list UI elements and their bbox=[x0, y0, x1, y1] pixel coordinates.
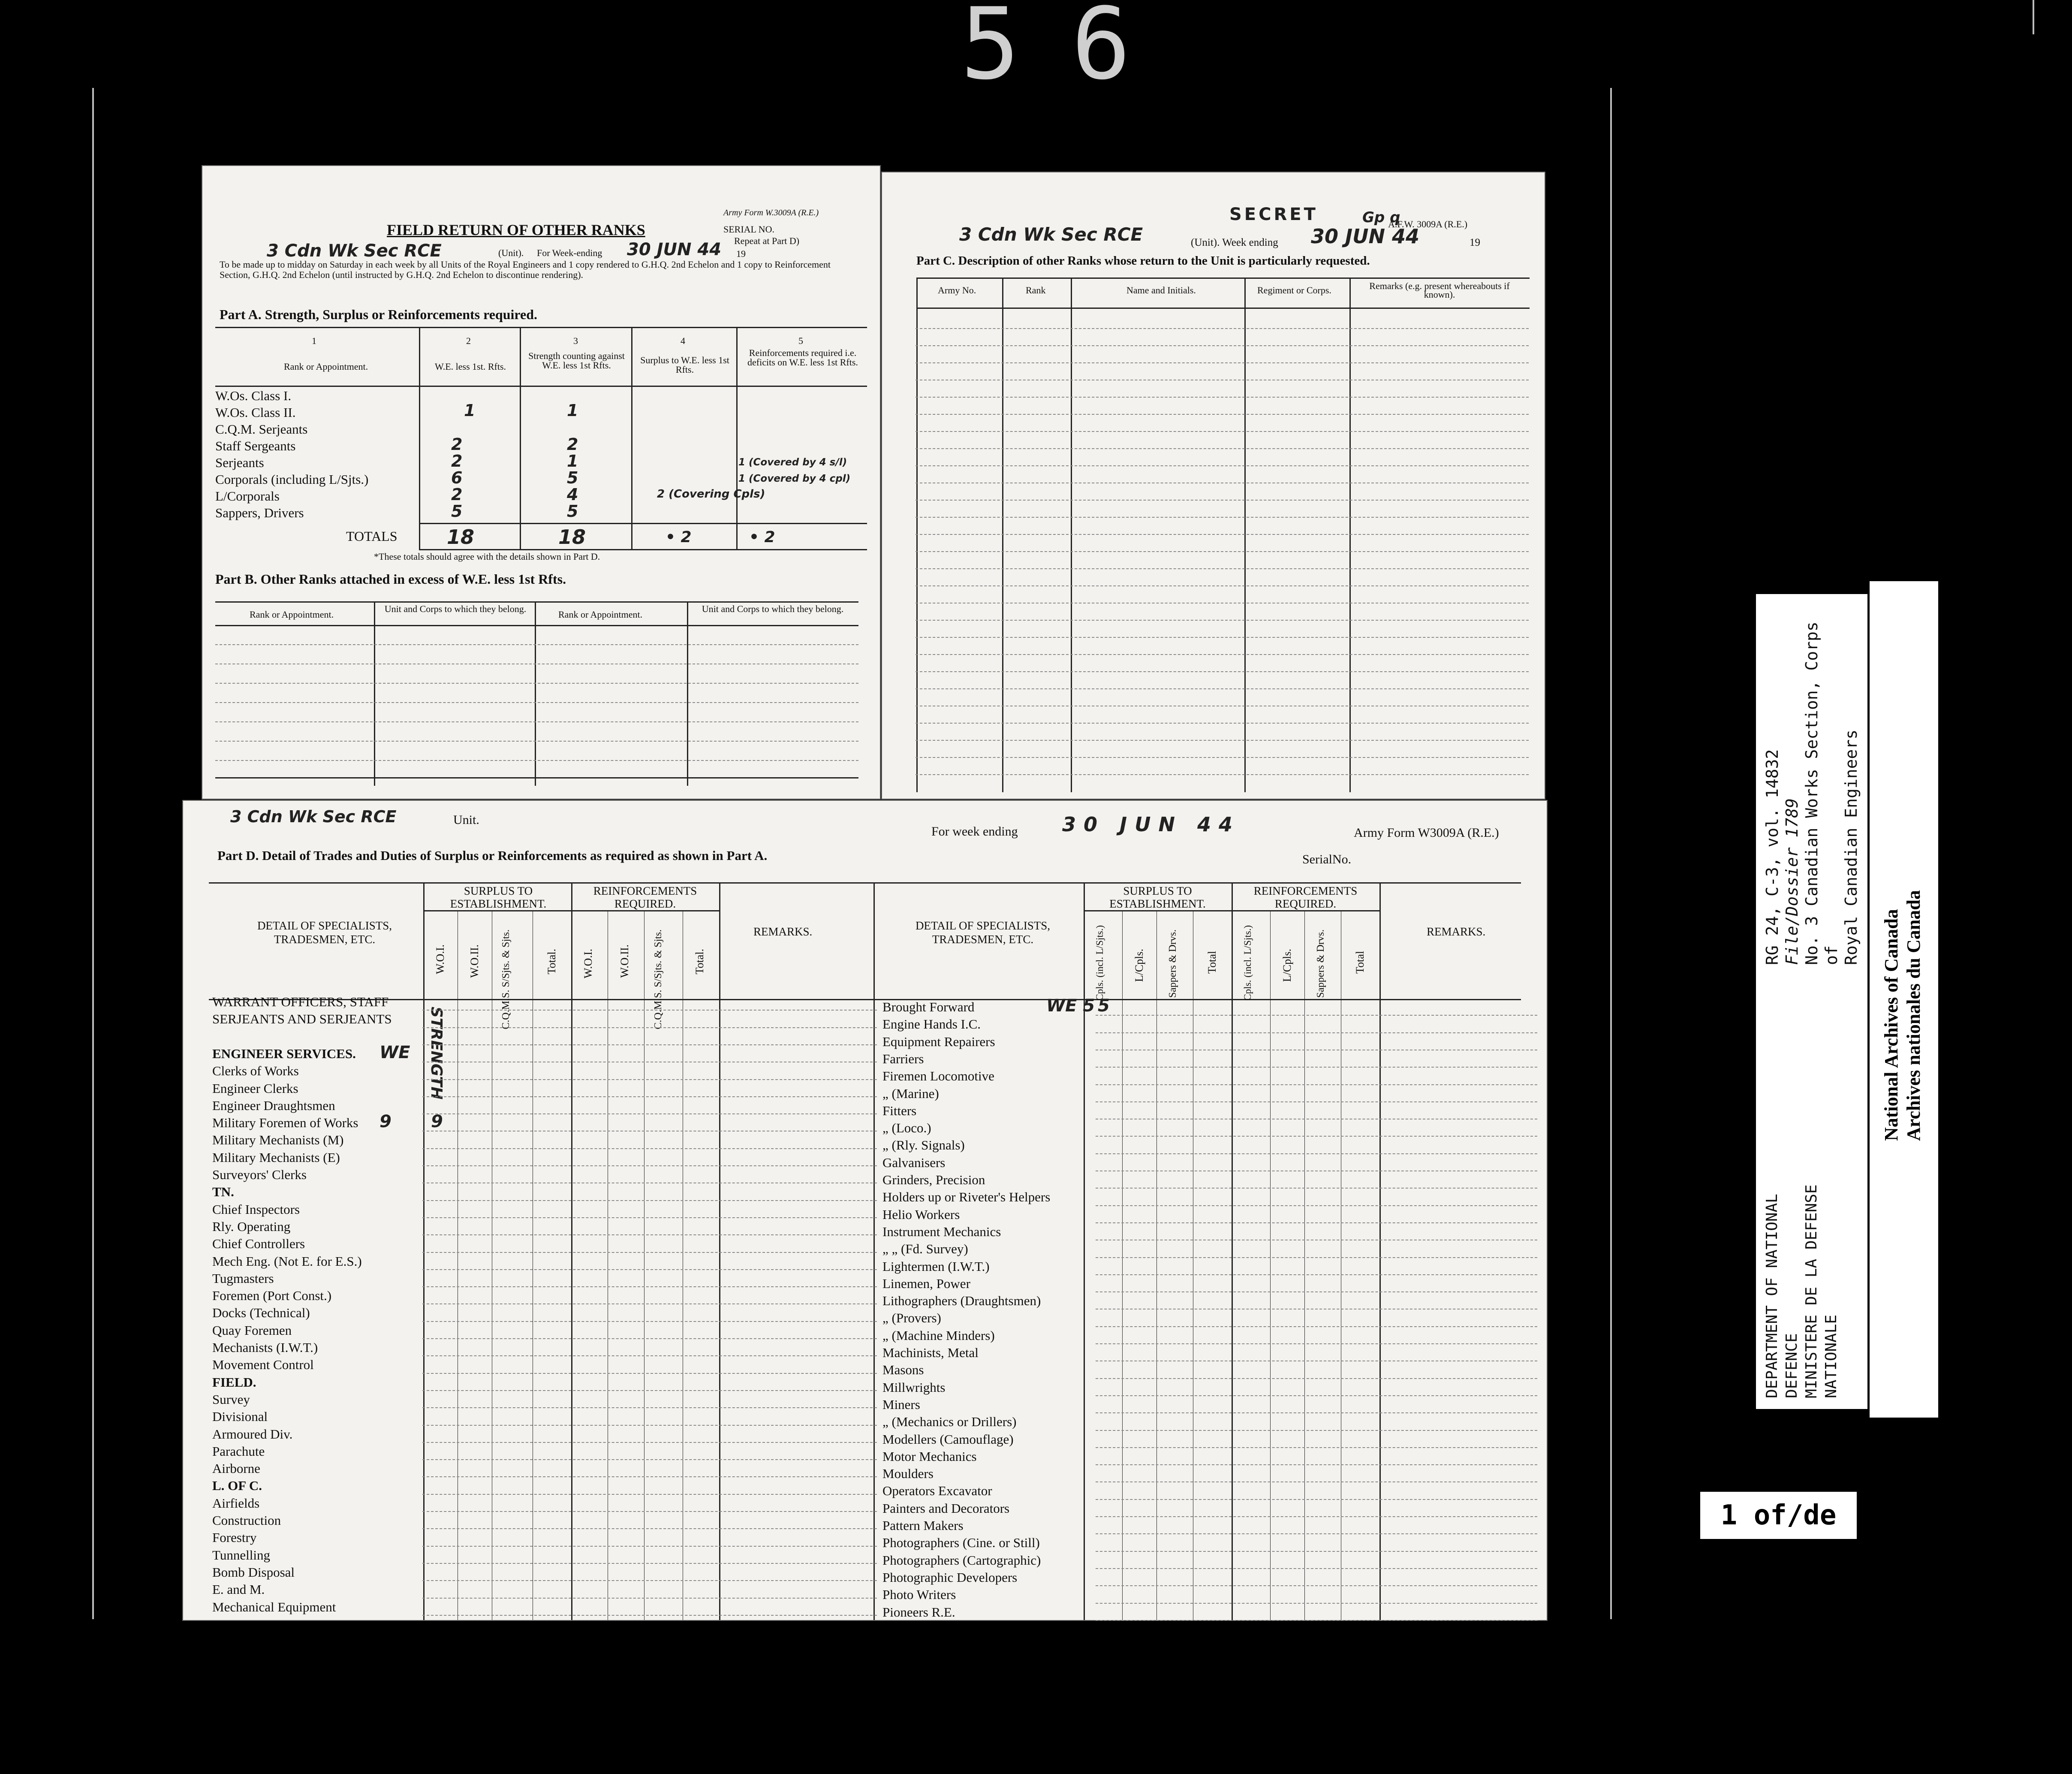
repeat-a: Repeat at Part D) bbox=[734, 235, 800, 246]
pd-right-row-15: Lightermen (I.W.T.) bbox=[882, 1258, 990, 1274]
pd-right-row-22: Millwrights bbox=[882, 1379, 946, 1395]
pd-r-v5 bbox=[1232, 882, 1233, 1620]
pd-right-row-31: Photographers (Cine. or Still) bbox=[882, 1535, 1040, 1551]
unit-hw-c: 3 Cdn Wk Sec RCE bbox=[959, 224, 1143, 245]
pd-left-row-27: Airborne bbox=[212, 1461, 260, 1476]
pd-r-v2 bbox=[1122, 910, 1123, 1620]
pd-left-row-28: L. OF C. bbox=[212, 1478, 262, 1493]
part-a-title: FIELD RETURN OF OTHER RANKS bbox=[387, 221, 645, 238]
pd-r-v9 bbox=[1379, 882, 1381, 1620]
pd-r-v1 bbox=[1084, 882, 1085, 1620]
pa-header-surplus: Surplus to W.E. less 1st Rfts. bbox=[640, 355, 729, 375]
pb-v1 bbox=[374, 601, 375, 786]
pd-right-row-33: Photographic Developers bbox=[882, 1569, 1018, 1585]
year-c: 19 bbox=[1470, 237, 1480, 248]
week-label-d: For week ending bbox=[931, 824, 1018, 839]
pd-right-row-18: „ (Provers) bbox=[882, 1310, 941, 1326]
pc-v2 bbox=[1071, 278, 1072, 792]
pd-l-v1 bbox=[423, 882, 425, 1620]
pa-header-rank: Rank or Appointment. bbox=[284, 361, 368, 372]
archive-ref-line2: File/Dossier 1789 bbox=[1783, 798, 1801, 965]
pd-left-row-32: Tunnelling bbox=[212, 1547, 270, 1563]
pa-header-we: W.E. less 1st. Rfts. bbox=[434, 361, 506, 372]
pc-v1 bbox=[1002, 278, 1003, 792]
army-form-d: Army Form W3009A (R.E.) bbox=[1354, 826, 1499, 840]
pd-r-v6 bbox=[1270, 910, 1271, 1620]
pa-total-strength: 18 bbox=[558, 525, 586, 549]
dept-line1: DEPARTMENT OF NATIONAL bbox=[1763, 1194, 1781, 1398]
pd-left-row-14: Chief Controllers bbox=[212, 1236, 305, 1252]
pd-right-row-0: Brought Forward bbox=[882, 999, 975, 1014]
pa-header-reinf: Reinforcements required i.e. deficits on W.E. less 1st Rfts. bbox=[747, 347, 858, 368]
pa-colnum-5: 5 bbox=[798, 335, 803, 346]
archive-ref-line3: No. 3 Canadian Works Section, Corps of bbox=[1802, 622, 1841, 965]
nac-fr: Archives nationales du Canada bbox=[1903, 890, 1924, 1141]
dept-line3: MINISTERE DE LA DEFENSE bbox=[1803, 1184, 1820, 1398]
pd-right-row-23: Miners bbox=[882, 1397, 920, 1412]
pb-h1: Rank or Appointment. bbox=[250, 609, 334, 620]
pd-right-row-4: Firemen Locomotive bbox=[882, 1068, 994, 1084]
pd-r-detail-header: DETAIL OF SPECIALISTS, TRADESMEN, ETC. bbox=[915, 919, 1051, 946]
pa-header-strength: Strength counting against W.E. less 1st Rfts. bbox=[528, 350, 625, 371]
pa-total-surplus: • 2 bbox=[666, 528, 692, 546]
pb-h3: Rank or Appointment. bbox=[558, 609, 643, 620]
pa-rank-2: C.Q.M. Serjeants bbox=[215, 422, 308, 437]
pd-left-row-1: SERJEANTS AND SERJEANTS bbox=[212, 1011, 392, 1027]
pa-footnote: *These totals should agree with the details shown in Part D. bbox=[374, 551, 600, 562]
pd-right-row-13: Instrument Mechanics bbox=[882, 1224, 1001, 1239]
pa-reinf-4: 1 (Covered by 4 s/l) bbox=[738, 457, 847, 468]
week-label-a: For Week-ending bbox=[537, 247, 602, 258]
pd-r-v3 bbox=[1156, 910, 1157, 1620]
pd-right-row-27: Moulders bbox=[882, 1466, 934, 1481]
pd-l-subhdr bbox=[423, 910, 719, 911]
pd-right-row-21: Masons bbox=[882, 1362, 924, 1378]
frame-line-left bbox=[92, 88, 94, 1619]
pd-left-row-7-hw: 9 bbox=[379, 1112, 392, 1132]
archive-ref-line4: Royal Canadian Engineers bbox=[1842, 729, 1861, 965]
pd-right-row-34: Photo Writers bbox=[882, 1587, 956, 1602]
pd-l-sub-3: Total. bbox=[545, 949, 558, 974]
pd-left-row-29: Airfields bbox=[212, 1495, 260, 1511]
pd-right-row-5: „ (Marine) bbox=[882, 1086, 939, 1101]
pb-v3 bbox=[687, 601, 688, 786]
initials-c: Gp q bbox=[1362, 209, 1400, 226]
pd-r-subhdr bbox=[1084, 910, 1379, 911]
pd-left-row-0: WARRANT OFFICERS, STAFF bbox=[212, 994, 389, 1009]
pa-we-4: 2 bbox=[451, 452, 463, 471]
week-hw-a: 30 JUN 44 bbox=[627, 240, 722, 259]
pd-left-row-20: Mechanists (I.W.T.) bbox=[212, 1340, 318, 1355]
year-a: 19 bbox=[736, 248, 746, 259]
pd-right-row-1: Engine Hands I.C. bbox=[882, 1017, 981, 1032]
pd-right-row-30: Pattern Makers bbox=[882, 1518, 964, 1533]
pc-h-remarks: Remarks (e.g. present whereabouts if known). bbox=[1369, 281, 1510, 300]
pa-v4 bbox=[736, 327, 738, 550]
pd-right-row-29: Painters and Decorators bbox=[882, 1500, 1010, 1516]
week-hw-d: 30 JUN 44 bbox=[1062, 813, 1241, 836]
pd-top bbox=[209, 882, 1521, 884]
pd-left-row-7: Military Foremen of Works bbox=[212, 1115, 358, 1131]
pd-l-sub-0: W.O.I. bbox=[434, 944, 446, 974]
pd-left-row-33: Bomb Disposal bbox=[212, 1564, 295, 1580]
pd-right-row-12: Helio Workers bbox=[882, 1207, 960, 1222]
pd-left-row-7-val: 9 bbox=[431, 1112, 443, 1132]
pa-surplus-6: 2 (Covering Cpls) bbox=[657, 488, 765, 501]
pd-l-sub-6: C.Q.M.S. S/Sjts. & Sjts. bbox=[653, 929, 664, 1029]
pd-left-row-16: Tugmasters bbox=[212, 1270, 274, 1286]
pd-left-row-18: Docks (Technical) bbox=[212, 1305, 310, 1321]
pc-h-armyno: Army No. bbox=[938, 285, 976, 296]
pb-h4: Unit and Corps to which they belong. bbox=[702, 603, 844, 614]
pa-rank-0: W.Os. Class I. bbox=[215, 388, 292, 403]
pd-right-row-6: Fitters bbox=[882, 1103, 917, 1118]
pa-total-we: 18 bbox=[447, 525, 475, 549]
pa-totals-label: TOTALS bbox=[346, 528, 398, 544]
dept-line2: DEFENCE bbox=[1783, 1333, 1801, 1398]
pd-right-row-32: Photographers (Cartographic) bbox=[882, 1552, 1041, 1568]
pd-l-sub-1: W.O.II. bbox=[468, 944, 481, 978]
pd-left-row-17: Foremen (Port Const.) bbox=[212, 1288, 332, 1303]
pc-h-regiment: Regiment or Corps. bbox=[1257, 285, 1331, 296]
pa-we-3: 2 bbox=[451, 435, 463, 454]
pa-str-3: 2 bbox=[567, 435, 578, 454]
pd-l-sub-4: W.O.I. bbox=[582, 949, 594, 979]
pd-l-v9 bbox=[719, 882, 720, 1620]
pa-rank-1: W.Os. Class II. bbox=[215, 405, 296, 420]
frame-line-right bbox=[1610, 88, 1612, 1619]
pa-v1 bbox=[419, 327, 420, 550]
pc-v0 bbox=[916, 278, 918, 792]
pd-r-v7 bbox=[1304, 910, 1305, 1620]
pd-left-row-15: Mech Eng. (Not E. for E.S.) bbox=[212, 1253, 362, 1269]
pd-right-row-8: „ (Rly. Signals) bbox=[882, 1137, 965, 1153]
pd-left-row-22: FIELD. bbox=[212, 1374, 256, 1390]
pd-hdr-bottom bbox=[209, 999, 1521, 1000]
pa-total-reinf: • 2 bbox=[749, 528, 775, 546]
instructions-a: To be made up to midday on Saturday in each week by all Units of the Royal Engineers and 1 copy rendered to G.H.Q. 2nd Echelon and 1 copy to Reinforcement Section, G.H.Q. 2nd Echelon (until instructed by G.H.Q. 2nd Echelon to discontinue rendering). bbox=[220, 259, 831, 280]
pa-we-5: 6 bbox=[451, 468, 463, 487]
pd-left-row-13: Rly. Operating bbox=[212, 1219, 291, 1234]
pb-top bbox=[215, 601, 858, 603]
pd-left-row-3: ENGINEER SERVICES. bbox=[212, 1046, 356, 1061]
pd-right-row-0-val: 5 bbox=[1098, 996, 1110, 1016]
pd-left-row-30: Construction bbox=[212, 1513, 281, 1528]
pa-v2 bbox=[520, 327, 521, 550]
pd-right-row-10: Grinders, Precision bbox=[882, 1172, 985, 1187]
pd-r-sub-1: L/Cpls. bbox=[1133, 949, 1145, 982]
pd-r-sub-2: Sappers & Drvs. bbox=[1167, 929, 1178, 998]
part-b-title: Part B. Other Ranks attached in excess of W.E. less 1st Rfts. bbox=[215, 571, 566, 587]
pd-l-surplus-header: SURPLUS TO ESTABLISHMENT. bbox=[450, 884, 547, 910]
pd-r-sub-5: L/Cpls. bbox=[1281, 949, 1293, 982]
pd-left-row-8: Military Mechanists (M) bbox=[212, 1132, 344, 1148]
pa-str-5: 5 bbox=[567, 468, 578, 487]
pd-strength-hw: STRENGTH bbox=[428, 1007, 445, 1100]
unit-label-c: (Unit). Week ending bbox=[1191, 237, 1278, 248]
pa-line-totals bbox=[419, 523, 867, 524]
nac-block bbox=[1880, 798, 1932, 1141]
sheet-part-a-b bbox=[202, 165, 881, 800]
secret-stamp: SECRET bbox=[1229, 205, 1318, 224]
pa-we-6: 2 bbox=[451, 485, 463, 504]
pb-bottom bbox=[215, 777, 858, 778]
pd-right-row-3: Farriers bbox=[882, 1051, 924, 1066]
unit-label-a: (Unit). bbox=[498, 247, 524, 258]
pd-right-row-7: „ (Loco.) bbox=[882, 1120, 931, 1136]
pa-reinf-5: 1 (Covered by 4 cpl) bbox=[738, 473, 851, 484]
pd-left-row-35: Mechanical Equipment bbox=[212, 1599, 336, 1614]
pd-left-row-4: Clerks of Works bbox=[212, 1063, 299, 1079]
pd-l-remarks-header: REMARKS. bbox=[753, 925, 813, 938]
pd-r-remarks-header: REMARKS. bbox=[1427, 925, 1486, 938]
pc-h-name: Name and Initials. bbox=[1126, 285, 1196, 296]
form-c: A.F.W. 3009A (R.E.) bbox=[1388, 219, 1468, 229]
pd-left-row-19: Quay Foremen bbox=[212, 1322, 292, 1338]
pd-l-sub-5: W.O.II. bbox=[618, 944, 631, 978]
pd-r-sub-7: Total bbox=[1354, 951, 1366, 974]
pd-l-reinf-header: REINFORCEMENTS REQUIRED. bbox=[593, 884, 697, 910]
pa-colnum-1: 1 bbox=[312, 335, 316, 346]
pb-h2: Unit and Corps to which they belong. bbox=[384, 603, 527, 614]
part-d-title: Part D. Detail of Trades and Duties of Surplus or Reinforcements as required as shown in Part A. bbox=[217, 848, 768, 863]
pd-right-row-20: Machinists, Metal bbox=[882, 1345, 979, 1360]
pa-rank-7: Sappers, Drivers bbox=[215, 505, 304, 520]
pd-l-sub-2: C.Q.M.S. S/Sjts. & Sjts. bbox=[500, 929, 512, 1029]
pa-rank-6: L/Corporals bbox=[215, 489, 280, 504]
pd-r-sub-3: Total bbox=[1206, 951, 1218, 974]
pd-right-row-17: Lithographers (Draughtsmen) bbox=[882, 1293, 1041, 1309]
unit-hw-a: 3 Cdn Wk Sec RCE bbox=[267, 241, 442, 261]
pd-right-row-19: „ (Machine Minders) bbox=[882, 1327, 995, 1343]
pa-line-top bbox=[215, 327, 867, 328]
part-a-subtitle: Part A. Strength, Surplus or Reinforcements required. bbox=[220, 307, 538, 322]
pd-left-row-21: Movement Control bbox=[212, 1357, 314, 1373]
week-hw-c: 30 JUN 44 bbox=[1311, 225, 1420, 248]
pd-right-row-16: Linemen, Power bbox=[882, 1276, 970, 1291]
pd-right-row-14: „ „ (Fd. Survey) bbox=[882, 1241, 968, 1257]
pd-right-row-28: Operators Excavator bbox=[882, 1483, 992, 1499]
pa-str-7: 5 bbox=[567, 502, 578, 521]
pa-rank-3: Staff Sergeants bbox=[215, 438, 296, 453]
pd-l-v5 bbox=[571, 882, 572, 1620]
pd-right-row-11: Holders up or Riveter's Helpers bbox=[882, 1189, 1051, 1205]
pa-str-6: 4 bbox=[567, 485, 578, 504]
pd-left-row-3-hw: WE bbox=[379, 1042, 410, 1062]
part-c-title: Part C. Description of other Ranks whose return to the Unit is particularly requested. bbox=[916, 254, 1370, 268]
pa-colnum-4: 4 bbox=[681, 335, 685, 346]
pc-v3 bbox=[1244, 278, 1246, 792]
serial-d: SerialNo. bbox=[1302, 852, 1352, 866]
sheet-part-d bbox=[182, 800, 1548, 1621]
pd-r-reinf-header: REINFORCEMENTS REQUIRED. bbox=[1253, 884, 1358, 910]
pc-top bbox=[916, 278, 1530, 279]
pd-r-sub-6: Sappers & Drvs. bbox=[1315, 929, 1326, 998]
pa-line-bottom bbox=[419, 549, 867, 550]
pd-right-row-0-hw: WE 5 bbox=[1046, 996, 1095, 1016]
pa-str-1: 1 bbox=[567, 401, 578, 420]
pd-right-row-24: „ (Mechanics or Drillers) bbox=[882, 1414, 1017, 1430]
dept-block bbox=[1762, 1012, 1865, 1398]
pd-left-row-11: TN. bbox=[212, 1184, 234, 1200]
pd-right-row-26: Motor Mechanics bbox=[882, 1448, 977, 1464]
pd-left-row-9: Military Mechanists (E) bbox=[212, 1149, 340, 1165]
pd-r-sub-4: Cpls. (incl. L/Sjts.) bbox=[1242, 925, 1253, 1001]
pa-we-7: 5 bbox=[451, 502, 463, 521]
pa-we-1: 1 bbox=[464, 401, 476, 420]
pa-colnum-3: 3 bbox=[573, 335, 578, 346]
pd-left-row-6: Engineer Draughtsmen bbox=[212, 1098, 335, 1113]
pd-left-row-25: Armoured Div. bbox=[212, 1426, 293, 1442]
archive-ref-line1: RG 24, C-3, vol. 14832 bbox=[1763, 749, 1782, 965]
pd-left-row-23: Survey bbox=[212, 1391, 250, 1407]
unit-hw-d: 3 Cdn Wk Sec RCE bbox=[230, 807, 397, 826]
pd-right-row-2: Equipment Repairers bbox=[882, 1034, 995, 1049]
pb-hdr bbox=[215, 625, 858, 626]
pa-v3 bbox=[631, 327, 632, 550]
frame-corner-mark bbox=[2033, 0, 2034, 34]
pd-l-sub-7: Total. bbox=[693, 949, 706, 974]
frame-number: 56 bbox=[961, 0, 1182, 102]
pd-right-row-25: Modellers (Camouflage) bbox=[882, 1431, 1014, 1447]
dept-line4: NATIONALE bbox=[1822, 1314, 1840, 1398]
pd-l-detail-header: DETAIL OF SPECIALISTS, TRADESMEN, ETC. bbox=[257, 919, 392, 946]
pd-left-row-34: E. and M. bbox=[212, 1582, 265, 1597]
pd-right-row-35: Pioneers R.E. bbox=[882, 1604, 955, 1620]
pc-hdr bbox=[916, 308, 1530, 309]
pa-str-4: 1 bbox=[567, 452, 578, 471]
nac-en: National Archives of Canada bbox=[1881, 909, 1902, 1141]
serial-no-a: SERIAL NO. bbox=[723, 224, 774, 235]
pd-r-sub-0: Cpls. (incl. L/Sjts.) bbox=[1094, 925, 1105, 1001]
pa-rank-5: Corporals (including L/Sjts.) bbox=[215, 472, 369, 487]
pd-left-row-5: Engineer Clerks bbox=[212, 1080, 298, 1096]
page-indicator: 1 of/de bbox=[1700, 1492, 1857, 1539]
pd-r-surplus-header: SURPLUS TO ESTABLISHMENT. bbox=[1109, 884, 1206, 910]
pd-left-row-31: Forestry bbox=[212, 1530, 257, 1545]
pc-v4 bbox=[1349, 278, 1351, 792]
pc-h-rank: Rank bbox=[1026, 285, 1046, 296]
pd-left-row-26: Parachute bbox=[212, 1443, 265, 1459]
pd-left-row-12: Chief Inspectors bbox=[212, 1201, 300, 1217]
pb-v2 bbox=[535, 601, 536, 786]
pd-left-row-24: Divisional bbox=[212, 1409, 268, 1424]
pd-right-row-9: Galvanisers bbox=[882, 1155, 946, 1170]
pd-mid bbox=[873, 882, 875, 1620]
pa-colnum-2: 2 bbox=[466, 335, 471, 346]
pd-left-row-10: Surveyors' Clerks bbox=[212, 1167, 307, 1182]
pa-rank-4: Serjeants bbox=[215, 455, 264, 470]
pa-line-header bbox=[215, 386, 867, 387]
unit-label-d: Unit. bbox=[453, 813, 479, 827]
army-form-a: Army Form W.3009A (R.E.) bbox=[723, 208, 819, 217]
